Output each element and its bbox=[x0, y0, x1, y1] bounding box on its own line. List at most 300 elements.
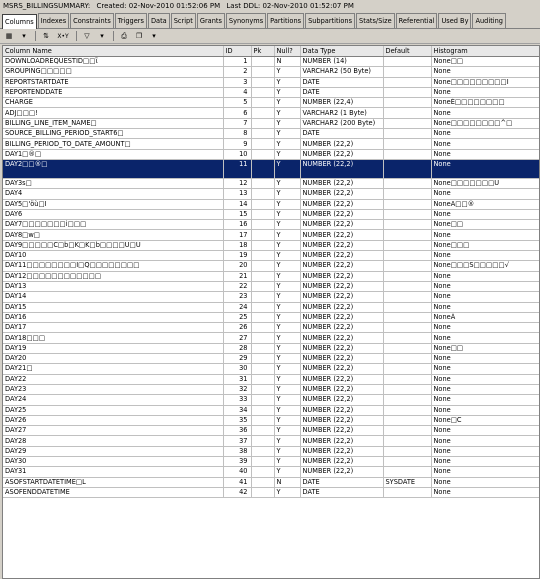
data-type-cell: VARCHAR2 (200 Byte) bbox=[300, 118, 383, 128]
data-type-cell: NUMBER (22,2) bbox=[300, 467, 383, 477]
column-name-cell: DAY27 bbox=[3, 426, 223, 436]
id-cell: 31 bbox=[223, 374, 251, 384]
default-cell bbox=[383, 240, 431, 250]
nullable-cell: Y bbox=[274, 395, 300, 405]
pk-cell bbox=[251, 487, 274, 497]
pk-cell bbox=[251, 240, 274, 250]
data-type-cell: NUMBER (14) bbox=[300, 57, 383, 67]
column-header-column-name[interactable]: Column Name bbox=[3, 46, 223, 57]
data-type-cell: NUMBER (22,2) bbox=[300, 343, 383, 353]
data-type-cell: NUMBER (22,2) bbox=[300, 395, 383, 405]
data-type-cell: NUMBER (22,2) bbox=[300, 189, 383, 199]
column-name-cell: DAY8□w□ bbox=[3, 230, 223, 240]
column-name-cell: DAY4 bbox=[3, 189, 223, 199]
id-cell: 11 bbox=[223, 159, 251, 178]
nullable-cell: Y bbox=[274, 77, 300, 87]
column-name-cell: DAY26 bbox=[3, 415, 223, 425]
default-cell bbox=[383, 302, 431, 312]
id-cell: 38 bbox=[223, 446, 251, 456]
data-type-cell: VARCHAR2 (50 Byte) bbox=[300, 67, 383, 77]
pk-cell bbox=[251, 302, 274, 312]
data-type-cell: DATE bbox=[300, 477, 383, 487]
pk-cell bbox=[251, 209, 274, 219]
histogram-cell: None bbox=[431, 364, 539, 374]
tab-partitions[interactable]: Partitions bbox=[267, 13, 304, 28]
histogram-cell: None bbox=[431, 281, 539, 291]
data-type-cell: NUMBER (22,2) bbox=[300, 415, 383, 425]
pk-cell bbox=[251, 323, 274, 333]
default-cell bbox=[383, 436, 431, 446]
pk-cell bbox=[251, 178, 274, 188]
nullable-cell: Y bbox=[274, 87, 300, 97]
histogram-cell: NoneÃ□□® bbox=[431, 199, 539, 209]
histogram-cell: None bbox=[431, 302, 539, 312]
table-row[interactable] bbox=[3, 364, 539, 374]
data-type-cell: NUMBER (22,2) bbox=[300, 384, 383, 394]
default-cell bbox=[383, 199, 431, 209]
default-cell bbox=[383, 415, 431, 425]
data-type-cell: NUMBER (22,4) bbox=[300, 98, 383, 108]
id-cell: 26 bbox=[223, 323, 251, 333]
table-row[interactable] bbox=[3, 251, 539, 261]
id-cell: 10 bbox=[223, 149, 251, 159]
column-header-id[interactable]: ID bbox=[223, 46, 251, 57]
tab-triggers[interactable]: Triggers bbox=[115, 13, 147, 28]
nullable-cell: Y bbox=[274, 456, 300, 466]
histogram-cell: NoneÉ□□□□□□□□ bbox=[431, 98, 539, 108]
histogram-cell: None bbox=[431, 271, 539, 281]
id-cell: 16 bbox=[223, 220, 251, 230]
pk-cell bbox=[251, 129, 274, 139]
data-type-cell: NUMBER (22,2) bbox=[300, 436, 383, 446]
table-row[interactable] bbox=[3, 87, 539, 97]
table-row[interactable] bbox=[3, 405, 539, 415]
tab-referential[interactable]: Referential bbox=[396, 13, 438, 28]
column-name-cell: DAY15 bbox=[3, 302, 223, 312]
table-row[interactable] bbox=[3, 323, 539, 333]
column-name-cell: DAY29 bbox=[3, 446, 223, 456]
table-row[interactable] bbox=[3, 230, 539, 240]
xy-icon[interactable]: X•Y bbox=[57, 32, 69, 40]
default-cell bbox=[383, 364, 431, 374]
id-cell: 14 bbox=[223, 199, 251, 209]
id-cell: 17 bbox=[223, 230, 251, 240]
default-cell bbox=[383, 108, 431, 118]
data-type-cell: NUMBER (22,2) bbox=[300, 261, 383, 271]
tab-constraints[interactable]: Constraints bbox=[70, 13, 114, 28]
default-cell bbox=[383, 281, 431, 291]
tab-data[interactable]: Data bbox=[148, 13, 170, 28]
default-cell bbox=[383, 405, 431, 415]
id-cell: 6 bbox=[223, 108, 251, 118]
id-cell: 39 bbox=[223, 456, 251, 466]
table-row[interactable] bbox=[3, 98, 539, 108]
default-cell bbox=[383, 343, 431, 353]
id-cell: 29 bbox=[223, 354, 251, 364]
pk-cell bbox=[251, 271, 274, 281]
data-type-cell: DATE bbox=[300, 87, 383, 97]
table-row[interactable] bbox=[3, 374, 539, 384]
histogram-cell: None□□ bbox=[431, 57, 539, 67]
nullable-cell: Y bbox=[274, 384, 300, 394]
column-name-cell: DOWNLOADREQUESTID□□ΐ bbox=[3, 57, 223, 67]
id-cell: 7 bbox=[223, 118, 251, 128]
default-cell bbox=[383, 312, 431, 322]
id-cell: 15 bbox=[223, 209, 251, 219]
pk-cell bbox=[251, 405, 274, 415]
histogram-cell: None bbox=[431, 384, 539, 394]
toolbar-separator bbox=[35, 31, 36, 41]
nullable-cell: Y bbox=[274, 467, 300, 477]
column-name-cell: DAY19 bbox=[3, 343, 223, 353]
default-cell bbox=[383, 67, 431, 77]
nullable-cell: Y bbox=[274, 271, 300, 281]
column-name-cell: DAY30 bbox=[3, 456, 223, 466]
default-cell bbox=[383, 139, 431, 149]
pk-cell bbox=[251, 77, 274, 87]
tab-columns[interactable]: Columns bbox=[2, 14, 37, 29]
data-type-cell: NUMBER (22,2) bbox=[300, 292, 383, 302]
column-name-cell: DAY5□'öù□I bbox=[3, 199, 223, 209]
column-name-cell: DAY23 bbox=[3, 384, 223, 394]
pk-cell bbox=[251, 426, 274, 436]
id-cell: 9 bbox=[223, 139, 251, 149]
table-row[interactable] bbox=[3, 240, 539, 250]
tab-stats-size[interactable]: Stats/Size bbox=[356, 13, 395, 28]
pk-cell bbox=[251, 199, 274, 209]
chevron-down-icon[interactable]: ▾ bbox=[100, 32, 104, 40]
nullable-cell: Y bbox=[274, 302, 300, 312]
pk-cell bbox=[251, 446, 274, 456]
table-row[interactable] bbox=[3, 261, 539, 271]
data-type-cell: NUMBER (22,2) bbox=[300, 220, 383, 230]
pk-cell bbox=[251, 374, 274, 384]
pk-cell bbox=[251, 436, 274, 446]
data-type-cell: NUMBER (22,2) bbox=[300, 364, 383, 374]
tab-auditing[interactable]: Auditing bbox=[472, 13, 506, 28]
nullable-cell: Y bbox=[274, 415, 300, 425]
column-header-pk[interactable]: Pk bbox=[251, 46, 274, 57]
id-cell: 18 bbox=[223, 240, 251, 250]
nullable-cell: Y bbox=[274, 149, 300, 159]
table-row[interactable] bbox=[3, 118, 539, 128]
nullable-cell: Y bbox=[274, 240, 300, 250]
print-icon[interactable]: ⎙ bbox=[121, 31, 127, 40]
table-row[interactable] bbox=[3, 108, 539, 118]
data-type-cell: NUMBER (22,2) bbox=[300, 323, 383, 333]
table-row[interactable] bbox=[3, 199, 539, 209]
nullable-cell: Y bbox=[274, 343, 300, 353]
pk-cell bbox=[251, 261, 274, 271]
column-header-histogram[interactable]: Histogram bbox=[431, 46, 539, 57]
histogram-cell: None bbox=[431, 251, 539, 261]
table-row[interactable] bbox=[3, 446, 539, 456]
nullable-cell: Y bbox=[274, 189, 300, 199]
histogram-cell: None□□□□□□□□□I bbox=[431, 77, 539, 87]
id-cell: 20 bbox=[223, 261, 251, 271]
table-row[interactable] bbox=[3, 333, 539, 343]
data-type-cell: NUMBER (22,2) bbox=[300, 139, 383, 149]
id-cell: 30 bbox=[223, 364, 251, 374]
column-header-default[interactable]: Default bbox=[383, 46, 431, 57]
table-row[interactable] bbox=[3, 395, 539, 405]
data-type-cell: NUMBER (22,2) bbox=[300, 405, 383, 415]
id-cell: 42 bbox=[223, 487, 251, 497]
default-cell bbox=[383, 57, 431, 67]
nullable-cell: Y bbox=[274, 374, 300, 384]
table-row[interactable] bbox=[3, 312, 539, 322]
table-row[interactable] bbox=[3, 209, 539, 219]
default-cell bbox=[383, 271, 431, 281]
nullable-cell: Y bbox=[274, 281, 300, 291]
column-header-null-[interactable]: Null? bbox=[274, 46, 300, 57]
histogram-cell: None bbox=[431, 149, 539, 159]
histogram-cell: None□C bbox=[431, 415, 539, 425]
default-cell bbox=[383, 487, 431, 497]
column-name-cell: REPORTSTARTDATE bbox=[3, 77, 223, 87]
pk-cell bbox=[251, 333, 274, 343]
id-cell: 27 bbox=[223, 333, 251, 343]
column-name-cell: DAY18□□□ bbox=[3, 333, 223, 343]
column-name-cell: DAY1□®□ bbox=[3, 149, 223, 159]
data-type-cell: NUMBER (22,2) bbox=[300, 199, 383, 209]
tab-script[interactable]: Script bbox=[171, 13, 196, 28]
pk-cell bbox=[251, 67, 274, 77]
column-name-cell: BILLING_PERIOD_TO_DATE_AMOUNT□ bbox=[3, 139, 223, 149]
histogram-cell: None bbox=[431, 139, 539, 149]
column-name-cell: ASOFENDDATETIME bbox=[3, 487, 223, 497]
tab-synonyms[interactable]: Synonyms bbox=[226, 13, 266, 28]
pk-cell bbox=[251, 251, 274, 261]
pk-cell bbox=[251, 230, 274, 240]
columns-grid[interactable] bbox=[2, 45, 540, 579]
data-type-cell: NUMBER (22,2) bbox=[300, 281, 383, 291]
table-row[interactable] bbox=[3, 57, 539, 67]
data-type-cell: NUMBER (22,2) bbox=[300, 230, 383, 240]
pk-cell bbox=[251, 292, 274, 302]
id-cell: 25 bbox=[223, 312, 251, 322]
nullable-cell: Y bbox=[274, 354, 300, 364]
table-row[interactable] bbox=[3, 178, 539, 188]
table-row[interactable] bbox=[3, 354, 539, 364]
id-cell: 24 bbox=[223, 302, 251, 312]
default-cell bbox=[383, 333, 431, 343]
table-row[interactable] bbox=[3, 302, 539, 312]
column-name-cell: ADJ□□□! bbox=[3, 108, 223, 118]
id-cell: 1 bbox=[223, 57, 251, 67]
chevron-down-icon[interactable]: ▾ bbox=[152, 32, 156, 40]
table-row[interactable] bbox=[3, 159, 539, 178]
pk-cell bbox=[251, 139, 274, 149]
default-cell bbox=[383, 129, 431, 139]
pk-cell bbox=[251, 159, 274, 178]
table-row[interactable] bbox=[3, 189, 539, 199]
default-cell bbox=[383, 251, 431, 261]
default-cell bbox=[383, 220, 431, 230]
column-name-cell: DAY2□□®□ bbox=[3, 159, 223, 178]
tab-bar bbox=[0, 13, 540, 29]
nullable-cell: Y bbox=[274, 199, 300, 209]
nullable-cell: Y bbox=[274, 261, 300, 271]
copy-icon[interactable]: ❐ bbox=[135, 32, 143, 40]
column-header-data-type[interactable]: Data Type bbox=[300, 46, 383, 57]
data-type-cell: NUMBER (22,2) bbox=[300, 149, 383, 159]
sort-icon[interactable]: ⇅ bbox=[43, 32, 49, 40]
grid-icon[interactable]: ▦ bbox=[5, 32, 13, 40]
column-name-cell: DAY11□□□□□□□□I□Q□□□□□□□□ bbox=[3, 261, 223, 271]
histogram-cell: None bbox=[431, 333, 539, 343]
nullable-cell: Y bbox=[274, 405, 300, 415]
default-cell bbox=[383, 292, 431, 302]
histogram-cell: None bbox=[431, 477, 539, 487]
tab-grants[interactable]: Grants bbox=[197, 13, 225, 28]
table-row[interactable] bbox=[3, 456, 539, 466]
table-row[interactable] bbox=[3, 149, 539, 159]
pk-cell bbox=[251, 467, 274, 477]
default-cell bbox=[383, 323, 431, 333]
data-type-cell: NUMBER (22,2) bbox=[300, 354, 383, 364]
table-row[interactable] bbox=[3, 467, 539, 477]
nullable-cell: Y bbox=[274, 323, 300, 333]
table-row[interactable] bbox=[3, 139, 539, 149]
id-cell: 41 bbox=[223, 477, 251, 487]
table-row[interactable] bbox=[3, 129, 539, 139]
pk-cell bbox=[251, 189, 274, 199]
data-type-cell: NUMBER (22,2) bbox=[300, 446, 383, 456]
histogram-cell: None bbox=[431, 230, 539, 240]
table-row[interactable] bbox=[3, 426, 539, 436]
table-row[interactable] bbox=[3, 487, 539, 497]
column-name-cell: BILLING_LINE_ITEM_NAME□ bbox=[3, 118, 223, 128]
histogram-cell: None bbox=[431, 129, 539, 139]
histogram-cell: None bbox=[431, 446, 539, 456]
column-name-cell: CHARGE bbox=[3, 98, 223, 108]
nullable-cell: Y bbox=[274, 333, 300, 343]
data-type-cell: NUMBER (22,2) bbox=[300, 240, 383, 250]
pk-cell bbox=[251, 220, 274, 230]
table-row[interactable] bbox=[3, 220, 539, 230]
histogram-cell: None bbox=[431, 159, 539, 178]
histogram-cell: None bbox=[431, 436, 539, 446]
nullable-cell: Y bbox=[274, 67, 300, 77]
object-header bbox=[0, 0, 540, 13]
column-name-cell: DAY13 bbox=[3, 281, 223, 291]
histogram-cell: None□□□ bbox=[431, 240, 539, 250]
column-name-cell: DAY12□□□□□□□□□□□□ bbox=[3, 271, 223, 281]
table-row[interactable] bbox=[3, 281, 539, 291]
histogram-cell: None bbox=[431, 405, 539, 415]
chevron-down-icon[interactable]: ▾ bbox=[22, 32, 26, 40]
default-cell bbox=[383, 189, 431, 199]
nullable-cell: N bbox=[274, 57, 300, 67]
id-cell: 36 bbox=[223, 426, 251, 436]
table-row[interactable] bbox=[3, 271, 539, 281]
default-cell bbox=[383, 230, 431, 240]
data-type-cell: NUMBER (22,2) bbox=[300, 312, 383, 322]
nullable-cell: Y bbox=[274, 251, 300, 261]
data-type-cell: NUMBER (22,2) bbox=[300, 159, 383, 178]
table-row[interactable] bbox=[3, 384, 539, 394]
histogram-cell: None bbox=[431, 189, 539, 199]
nullable-cell: Y bbox=[274, 129, 300, 139]
table-row[interactable] bbox=[3, 67, 539, 77]
nullable-cell: Y bbox=[274, 159, 300, 178]
nullable-cell: Y bbox=[274, 209, 300, 219]
column-name-cell: SOURCE_BILLING_PERIOD_START6□ bbox=[3, 129, 223, 139]
nullable-cell: Y bbox=[274, 436, 300, 446]
data-type-cell: NUMBER (22,2) bbox=[300, 302, 383, 312]
data-type-cell: DATE bbox=[300, 129, 383, 139]
column-name-cell: DAY17 bbox=[3, 323, 223, 333]
pk-cell bbox=[251, 364, 274, 374]
tab-used-by[interactable]: Used By bbox=[438, 13, 471, 28]
data-type-cell: VARCHAR2 (1 Byte) bbox=[300, 108, 383, 118]
column-name-cell: DAY7□□□□□□□i□□□ bbox=[3, 220, 223, 230]
pk-cell bbox=[251, 312, 274, 322]
tab-subpartitions[interactable]: Subpartitions bbox=[305, 13, 355, 28]
tab-indexes[interactable]: Indexes bbox=[38, 13, 69, 28]
histogram-cell: None□□□□□□□□^□ bbox=[431, 118, 539, 128]
histogram-cell: None bbox=[431, 323, 539, 333]
filter-icon[interactable]: ▽ bbox=[84, 32, 90, 40]
default-cell: SYSDATE bbox=[383, 477, 431, 487]
id-cell: 33 bbox=[223, 395, 251, 405]
nullable-cell: Y bbox=[274, 292, 300, 302]
table-row[interactable] bbox=[3, 292, 539, 302]
id-cell: 28 bbox=[223, 343, 251, 353]
nullable-cell: Y bbox=[274, 487, 300, 497]
data-type-cell: NUMBER (22,2) bbox=[300, 251, 383, 261]
default-cell bbox=[383, 395, 431, 405]
table-row[interactable] bbox=[3, 477, 539, 487]
pk-cell bbox=[251, 395, 274, 405]
nullable-cell: Y bbox=[274, 312, 300, 322]
nullable-cell: Y bbox=[274, 364, 300, 374]
id-cell: 12 bbox=[223, 178, 251, 188]
nullable-cell: Y bbox=[274, 178, 300, 188]
data-type-cell: NUMBER (22,2) bbox=[300, 333, 383, 343]
histogram-cell: None bbox=[431, 108, 539, 118]
table-row[interactable] bbox=[3, 343, 539, 353]
default-cell bbox=[383, 77, 431, 87]
data-type-cell: NUMBER (22,2) bbox=[300, 271, 383, 281]
histogram-cell: None bbox=[431, 87, 539, 97]
pk-cell bbox=[251, 118, 274, 128]
table-row[interactable] bbox=[3, 436, 539, 446]
histogram-cell: None□□ bbox=[431, 220, 539, 230]
nullable-cell: Y bbox=[274, 230, 300, 240]
pk-cell bbox=[251, 354, 274, 364]
column-name-cell: DAY28 bbox=[3, 436, 223, 446]
column-name-cell: ASOFSTARTDATETIME□L bbox=[3, 477, 223, 487]
pk-cell bbox=[251, 57, 274, 67]
histogram-cell: None bbox=[431, 487, 539, 497]
pk-cell bbox=[251, 384, 274, 394]
nullable-cell: Y bbox=[274, 426, 300, 436]
pk-cell bbox=[251, 87, 274, 97]
pk-cell bbox=[251, 415, 274, 425]
table-row[interactable] bbox=[3, 415, 539, 425]
id-cell: 37 bbox=[223, 436, 251, 446]
column-name-cell: GROUPING□□□□□ bbox=[3, 67, 223, 77]
id-cell: 40 bbox=[223, 467, 251, 477]
id-cell: 22 bbox=[223, 281, 251, 291]
table-row[interactable] bbox=[3, 77, 539, 87]
histogram-cell: None□□ bbox=[431, 343, 539, 353]
column-name-cell: DAY21□ bbox=[3, 364, 223, 374]
pk-cell bbox=[251, 477, 274, 487]
default-cell bbox=[383, 149, 431, 159]
